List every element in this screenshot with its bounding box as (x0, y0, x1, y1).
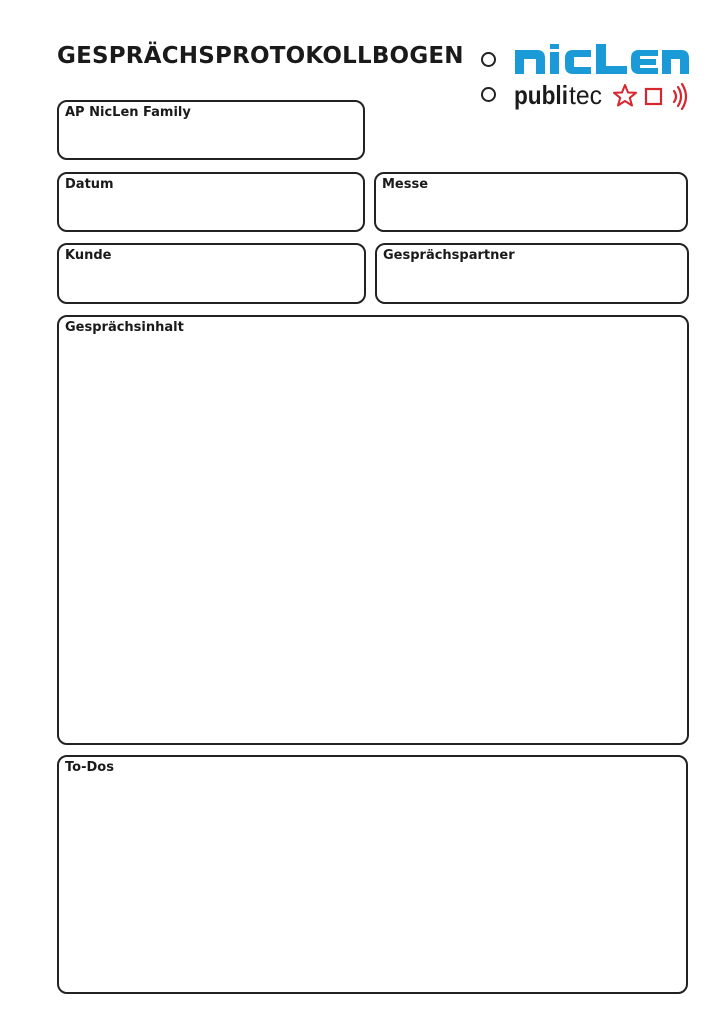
kunde-field[interactable] (57, 243, 366, 304)
kunde-label: Kunde (65, 248, 112, 263)
datum-field[interactable] (57, 172, 365, 232)
gespraechsinhalt-label: Gesprächsinhalt (65, 320, 184, 335)
page-title: GESPRÄCHSPROTOKOLLBOGEN (57, 43, 464, 69)
niclen-logo (515, 44, 689, 74)
svg-text:tec: tec (569, 80, 602, 110)
star-outline-icon (614, 85, 636, 106)
publitec-logo (514, 80, 690, 112)
square-outline-icon (646, 89, 661, 104)
todos-label: To-Dos (65, 760, 114, 775)
gespraechspartner-field[interactable] (375, 243, 689, 304)
messe-field[interactable] (374, 172, 688, 232)
niclen-radio[interactable] (481, 52, 496, 67)
gespraechspartner-label: Gesprächspartner (383, 248, 515, 263)
todos-field[interactable] (57, 755, 688, 994)
ap-niclen-family-field[interactable] (57, 100, 365, 160)
publitec-radio[interactable] (481, 87, 496, 102)
datum-label: Datum (65, 177, 114, 192)
messe-label: Messe (382, 177, 429, 192)
signal-waves-icon (674, 84, 686, 109)
svg-text:publi: publi (514, 80, 568, 110)
gespraechsinhalt-field[interactable] (57, 315, 689, 745)
ap-niclen-family-label: AP NicLen Family (65, 105, 191, 120)
